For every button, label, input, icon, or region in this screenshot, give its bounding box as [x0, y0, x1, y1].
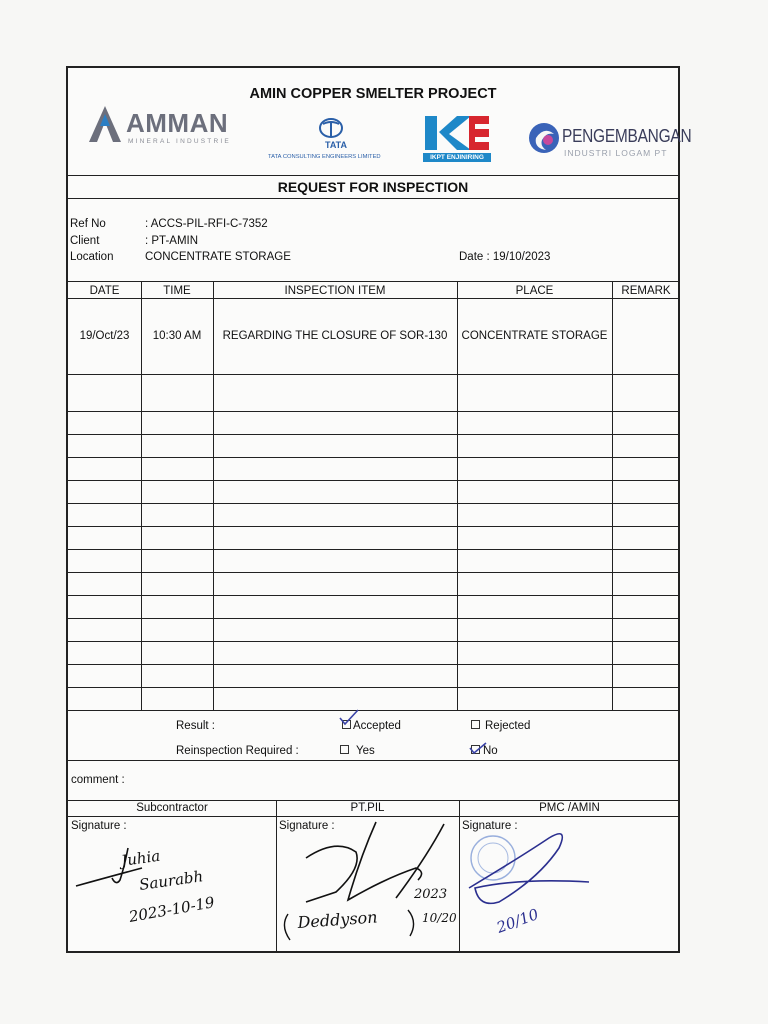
- ref-no-value: : ACCS-PIL-RFI-C-7352: [145, 218, 268, 230]
- ptpil-handwriting: Deddyson: [296, 907, 379, 932]
- ptpil-signature: [276, 818, 459, 953]
- comment-label: comment :: [71, 774, 125, 786]
- project-title: AMIN COPPER SMELTER PROJECT: [249, 86, 497, 102]
- tata-logo: [268, 116, 408, 164]
- rejected-option[interactable]: [471, 720, 530, 732]
- row-line: [68, 503, 678, 504]
- row-line: [68, 434, 678, 435]
- amman-logo: [86, 104, 246, 154]
- row-line: [68, 664, 678, 665]
- row-line: [68, 687, 678, 688]
- yes-option[interactable]: [340, 745, 375, 757]
- accepted-checkmark-icon: [338, 708, 360, 728]
- tata-subtitle: TATA CONSULTING ENGINEERS LIMITED: [268, 154, 381, 160]
- client-value: : PT-AMIN: [145, 235, 199, 247]
- no-checkmark-icon: [468, 740, 488, 756]
- divider: [68, 816, 678, 817]
- row-line: [68, 641, 678, 642]
- form-title: REQUEST FOR INSPECTION: [277, 179, 469, 195]
- pmc-signature-label: Signature :: [462, 820, 518, 832]
- subcontractor-handwriting: Saurabh: [138, 867, 205, 894]
- inspection-form: [66, 66, 692, 953]
- amman-name: AMMAN: [126, 108, 229, 138]
- col-line: [457, 281, 458, 710]
- ptpil-signature-label: Signature :: [279, 820, 335, 832]
- pengembangan-subtitle: INDUSTRI LOGAM PT: [564, 148, 668, 158]
- col-header-remark: REMARK: [621, 285, 671, 297]
- subcontractor-header: Subcontractor: [136, 802, 208, 814]
- col-header-time: TIME: [163, 285, 191, 297]
- location-value: CONCENTRATE STORAGE: [145, 251, 291, 263]
- reinspection-label: Reinspection Required :: [176, 745, 299, 757]
- row-line: [68, 374, 678, 375]
- result-label: Result :: [176, 720, 215, 732]
- row-line: [68, 457, 678, 458]
- rejected-label: Rejected: [485, 720, 531, 732]
- row-line: [68, 572, 678, 573]
- divider: [68, 760, 678, 761]
- ikpt-subtitle: IKPT ENJINIRING: [423, 153, 491, 162]
- tata-word: TATA: [325, 140, 347, 150]
- location-label: Location: [70, 251, 114, 263]
- table-top: [68, 281, 678, 282]
- table-bottom: [68, 710, 678, 711]
- table-header-bottom: [68, 298, 678, 299]
- checkbox-icon[interactable]: [340, 745, 349, 754]
- ptpil-header: PT.PIL: [350, 802, 385, 814]
- col-line: [141, 281, 142, 710]
- col-header-place: PLACE: [515, 285, 554, 297]
- ref-no-label: Ref No: [70, 218, 106, 230]
- divider: [68, 800, 678, 801]
- col-header-inspection-item: INSPECTION ITEM: [284, 285, 386, 297]
- amman-subtitle: MINERAL INDUSTRIE: [128, 138, 231, 145]
- ikpt-logo: [423, 114, 493, 164]
- subcontractor-handwriting: Juhia: [120, 846, 162, 870]
- subcontractor-signature-label: Signature :: [71, 820, 127, 832]
- row-line: [68, 618, 678, 619]
- no-label: No: [483, 745, 498, 757]
- table-cell-time: 10:30 AM: [152, 330, 202, 342]
- table-cell-inspection-item: REGARDING THE CLOSURE OF SOR-130: [222, 330, 448, 342]
- col-line: [612, 281, 613, 710]
- client-label: Client: [70, 235, 100, 247]
- checkbox-icon[interactable]: [471, 720, 480, 729]
- col-line: [213, 281, 214, 710]
- pmc-header: PMC /AMIN: [539, 802, 600, 814]
- yes-label: Yes: [356, 745, 375, 757]
- table-cell-place: CONCENTRATE STORAGE: [461, 330, 608, 342]
- divider: [68, 175, 678, 176]
- pengembangan-logo: [528, 120, 692, 164]
- ptpil-handwriting: 10/20: [422, 911, 457, 925]
- row-line: [68, 549, 678, 550]
- subcontractor-signature: [72, 834, 272, 949]
- row-line: [68, 595, 678, 596]
- pmc-handwriting: 20/10: [494, 905, 541, 937]
- ptpil-handwriting: 2023: [414, 887, 448, 902]
- row-line: [68, 411, 678, 412]
- date-field: Date : 19/10/2023: [459, 251, 551, 263]
- row-line: [68, 480, 678, 481]
- row-line: [68, 526, 678, 527]
- pengembangan-name: PENGEMBANGAN: [562, 126, 692, 146]
- subcontractor-handwriting: 2023-10-19: [127, 893, 216, 926]
- accepted-label: Accepted: [353, 720, 401, 732]
- divider: [68, 198, 678, 199]
- col-header-date: DATE: [89, 285, 120, 297]
- pmc-signature: [459, 818, 680, 953]
- table-cell-date: 19/Oct/23: [79, 330, 130, 342]
